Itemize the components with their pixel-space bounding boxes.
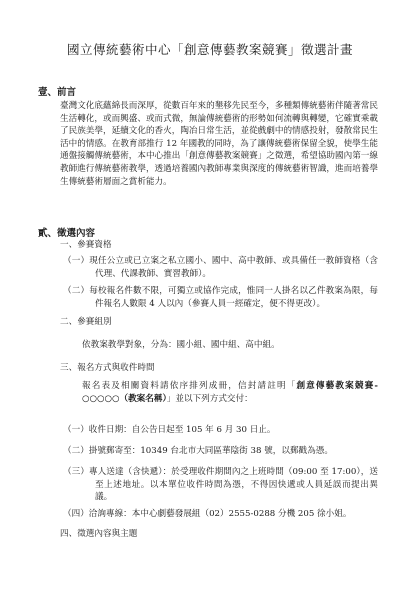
registration-sub1: （一）收件日期：自公告日起至 105 年 6 月 30 日止。 [63, 425, 276, 435]
preface-paragraph [60, 100, 378, 188]
item-registration-label: 三、報名方式與收件時間 [60, 363, 155, 373]
section-heading-preface: 壹、前言 [38, 87, 77, 98]
item-theme-label: 四、徵選內容與主題 [60, 529, 138, 539]
preface-text-part1: 臺灣文化底蘊綿長而深厚，從數百年來的墾移先民至今，多種類傳統藝術伴隨著常民生活轉化，或而興盛、或而式微，無論傳統藝術的形勢如何流轉與轉變，它確實乘載了民族美學，延續文化的香火，陶冶日常生活，並從戲劇中的情感投射，發散常民生活中的情感。 [60, 101, 378, 149]
category-text: 依教案教學對象，分為：國小組、國中組、高中組。 [82, 340, 280, 350]
preface-text-part2: 在教育部推行 12 年國教的同時，為了讓傳統藝術保留全貌，使學生能通盤接觸傳統藝術，本中心推出「創意傳藝教案競賽」之徵選，希望協助國內第一線教師進行傳統藝術教學，透過培養國內教師專業與深度的傳統藝術智識，進而培養學生傳統藝術層面之賞析能力。 [60, 138, 378, 187]
registration-text [82, 380, 378, 405]
section-heading-content: 貳、徵選內容 [38, 228, 96, 239]
registration-text-prefix: 報名表及相關資料請依序排列成冊，信封請註明「 [82, 381, 297, 391]
registration-sub2: （二）掛號郵寄至：10349 台北市大同區華陰街 38 號，以郵戳為憑。 [63, 446, 333, 456]
eligibility-sub1: （一）現任公立或已立案之私立國小、國中、高中教師、或具備任一教師資格（含代理、代課教師、實習教師）。 [63, 256, 378, 279]
eligibility-sub2: （二）每校報名件數不限，可獨立或協作完成，惟同一人掛名以乙件教案為限，每件報名人數限 4 人以內（參賽人員一經確定，便不得更改）。 [63, 286, 378, 309]
registration-sub3: （三）專人送達（含快遞）：於受理收件期間內之上班時間（09:00 至 17:00），送至上述地址。以本單位收件時間為憑，不得因快遞或人員延誤而提出異議。 [63, 467, 378, 503]
item-eligibility-label: 一、參賽資格 [60, 240, 112, 250]
registration-sub4: （四）洽詢專線：本中心劇藝發展組（02）2555-0288 分機 205 徐小姐。 [63, 509, 352, 519]
registration-envelope-label: 創意傳藝教案競賽-○○○○○（教案名稱） [82, 381, 378, 404]
item-category-label: 二、參賽組別 [60, 317, 112, 327]
document-title: 國立傳統藝術中心「創意傳藝教案競賽」徵選計畫 [66, 42, 353, 57]
registration-text-suffix: 」並以下列方式交付： [166, 393, 253, 404]
